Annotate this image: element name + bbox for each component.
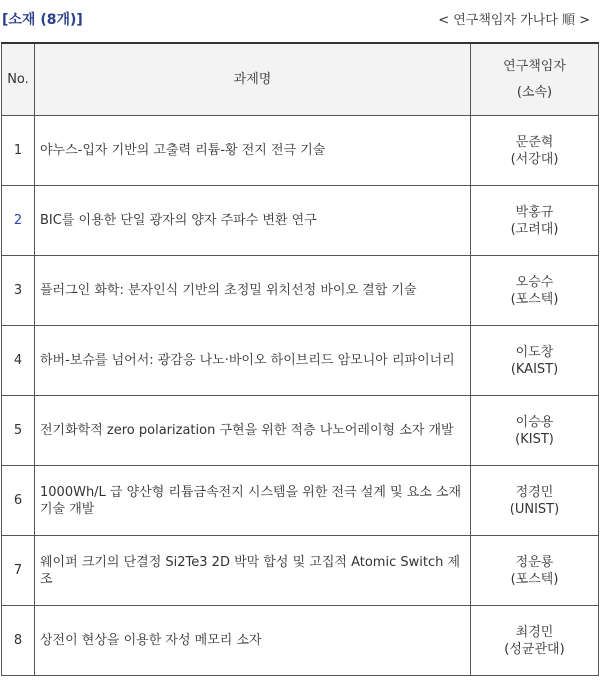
column-header-pi-line1: 연구책임자	[503, 58, 566, 74]
project-title: 전기화학적 zero polarization 구현을 위한 적층 나노어레이형 소자 개발	[35, 396, 471, 466]
section-title: [소재 (8개)]	[2, 12, 83, 28]
pi-name: 정운룡	[515, 554, 554, 570]
pi-affiliation: (포스텍)	[510, 571, 559, 587]
project-title: 웨이퍼 크기의 단결정 Si2Te3 2D 박막 합성 및 고집적 Atomic Switch 제조	[35, 536, 471, 606]
pi-affiliation: (UNIST)	[509, 501, 560, 517]
table-row	[2, 116, 599, 186]
pi-name: 최경민	[515, 624, 554, 640]
pi-cell	[471, 606, 599, 676]
pi-cell	[471, 116, 599, 186]
row-number: 5	[2, 396, 35, 466]
column-header-no: No.	[2, 43, 35, 116]
pi-affiliation: (고려대)	[510, 221, 559, 237]
pi-cell	[471, 536, 599, 606]
table-row	[2, 466, 599, 536]
project-title: 상전이 현상을 이용한 자성 메모리 소자	[35, 606, 471, 676]
table-row	[2, 606, 599, 676]
table-row	[2, 256, 599, 326]
project-title: 야누스-입자 기반의 고출력 리튬-황 전지 전극 기술	[35, 116, 471, 186]
projects-table	[1, 42, 599, 676]
pi-cell	[471, 256, 599, 326]
table-row	[2, 396, 599, 466]
pi-affiliation: (성균관대)	[504, 641, 565, 657]
pi-affiliation: (KIST)	[515, 431, 554, 447]
row-number: 1	[2, 116, 35, 186]
section-header	[0, 0, 600, 40]
pi-affiliation: (서강대)	[510, 151, 559, 167]
table-row	[2, 536, 599, 606]
project-title: 하버-보슈를 넘어서: 광감응 나노·바이오 하이브리드 암모니아 리파이너리	[35, 326, 471, 396]
row-number: 8	[2, 606, 35, 676]
pi-cell	[471, 186, 599, 256]
table-header-row	[2, 43, 599, 116]
pi-name: 문준혁	[515, 134, 554, 150]
column-header-pi-line2: (소속)	[516, 84, 553, 100]
pi-name: 박홍규	[515, 204, 554, 220]
pi-name: 오승수	[515, 274, 554, 290]
pi-cell	[471, 396, 599, 466]
column-header-pi	[471, 43, 599, 116]
row-number: 6	[2, 466, 35, 536]
pi-name: 이도창	[515, 344, 554, 360]
pi-affiliation: (KAIST)	[510, 361, 559, 377]
pi-cell	[471, 466, 599, 536]
project-title: 플러그인 화학: 분자인식 기반의 초정밀 위치선정 바이오 결합 기술	[35, 256, 471, 326]
project-title: BIC를 이용한 단일 광자의 양자 주파수 변환 연구	[35, 186, 471, 256]
table-row	[2, 326, 599, 396]
pi-affiliation: (포스텍)	[510, 291, 559, 307]
pi-name: 이승용	[515, 414, 554, 430]
row-number: 3	[2, 256, 35, 326]
row-number: 4	[2, 326, 35, 396]
column-header-title: 과제명	[35, 43, 471, 116]
sort-note: < 연구책임자 가나다 順 >	[438, 13, 590, 28]
pi-name: 정경민	[515, 484, 554, 500]
pi-cell	[471, 326, 599, 396]
row-number: 7	[2, 536, 35, 606]
row-number: 2	[2, 186, 35, 256]
project-title: 1000Wh/L 급 양산형 리튬금속전지 시스템을 위한 전극 설계 및 요소 소재 기술 개발	[35, 466, 471, 536]
table-row	[2, 186, 599, 256]
